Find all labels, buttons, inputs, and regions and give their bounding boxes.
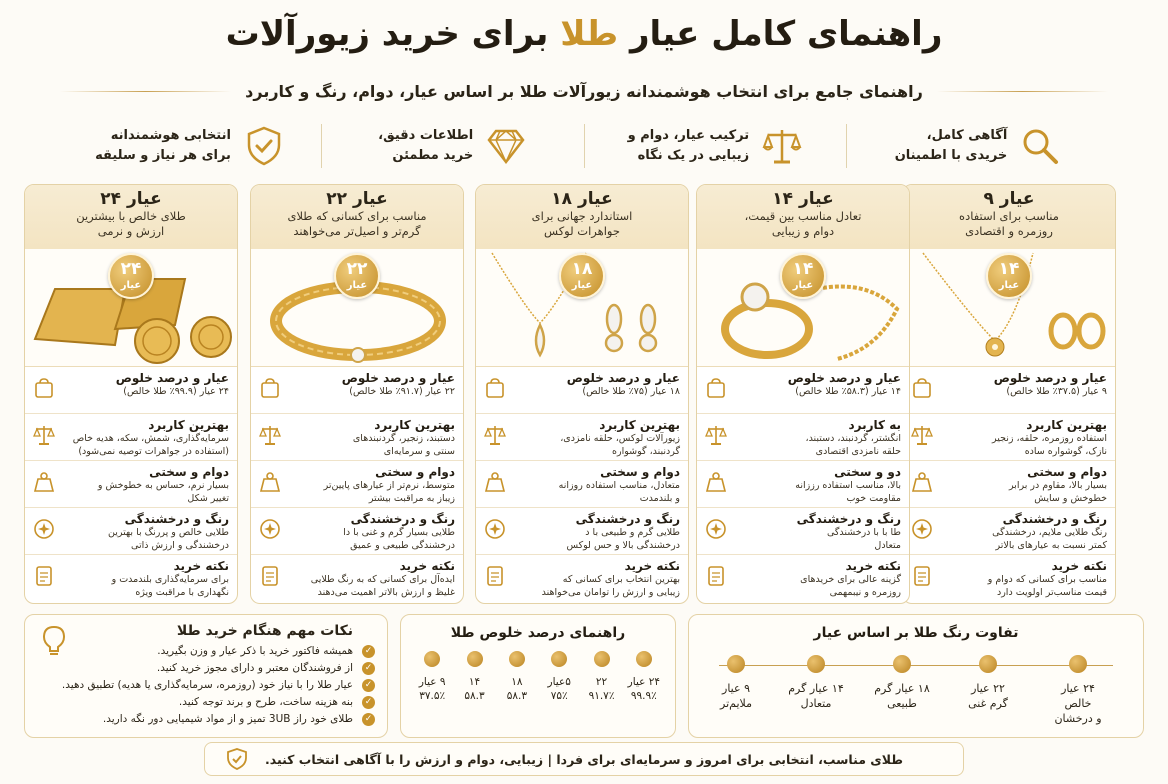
gold-dot — [467, 651, 483, 667]
note-icon — [259, 565, 281, 587]
check-icon: ✓ — [362, 645, 375, 658]
card-property — [25, 508, 237, 555]
property-text: مقاومت خوب — [846, 492, 901, 504]
title-part-1: راهنمای کامل عیار — [629, 14, 943, 54]
note-icon — [484, 565, 506, 587]
shield-check-icon — [243, 125, 285, 167]
bag-icon — [705, 377, 727, 399]
feature-line: ترکیب عیار، دوام و — [627, 128, 750, 143]
check-icon: ✓ — [362, 662, 375, 675]
diamond-icon — [485, 125, 527, 167]
property-text: کمتر نسبت به عیارهای بالاتر — [995, 539, 1107, 551]
gold-dot — [594, 651, 610, 667]
card-property — [25, 555, 237, 602]
property-text: درخشندگی بالا و حس لوکس — [566, 539, 680, 551]
property-text: زیبایی و ارزش را توامان می‌خواهند — [541, 586, 680, 598]
property-title: رنگ و درخشندگی — [796, 512, 901, 526]
property-title: نکته خرید — [173, 559, 229, 573]
property-text: روزمره و نیبمهمی — [829, 586, 901, 598]
property-text: ۹ عیار (۳۷.۵٪ طلا خالص) — [1006, 386, 1107, 397]
feature-line: برای هر نیاز و سلیقه — [95, 148, 231, 163]
bag-icon — [911, 377, 933, 399]
karat-card — [250, 184, 464, 604]
property-text: بسیار نرم، حساس به خطوخش و — [97, 480, 229, 491]
scale-icon — [761, 125, 803, 167]
karat-card — [24, 184, 238, 604]
check-icon: ✓ — [362, 696, 375, 709]
card-title: عیار ۲۴ — [100, 189, 162, 209]
property-text: نازک، گوشواره ساده — [1024, 445, 1107, 457]
card-property — [251, 508, 463, 555]
feature-item — [595, 125, 835, 167]
karat-card — [696, 184, 910, 604]
card-property — [697, 555, 909, 602]
card-property — [251, 414, 463, 461]
card-property — [476, 414, 688, 461]
scale-icon — [911, 424, 933, 446]
card-subtitle: روزمره و اقتصادی — [965, 224, 1053, 238]
property-text: درخشندگی طبیعی و عمیق — [350, 539, 455, 551]
property-text: ایده‌آل برای کسانی که به رنگ طلایی — [310, 574, 455, 585]
card-property — [476, 508, 688, 555]
card-property — [903, 508, 1115, 555]
page-title — [0, 14, 1168, 54]
property-text: مناسب برای کسانی که دوام و — [987, 574, 1107, 585]
card-property — [251, 461, 463, 508]
property-title: دوام و سختی — [600, 465, 680, 479]
sparkle-icon — [705, 518, 727, 540]
purity-item: ۱۴ ۵۸.۳ — [455, 651, 495, 703]
tip-item: ✓ عیار طلا را با نیاز خود (روزمره، سرمایه‌گذاری یا هدیه) تطبیق دهید. — [37, 677, 353, 694]
feature-line: انتخابی هوشمندانه — [110, 128, 231, 143]
property-title: عیار و درصد خلوص — [115, 371, 229, 385]
karat-cards — [24, 184, 1144, 604]
property-title: رنگ و درخشندگی — [350, 512, 455, 526]
bag-icon — [484, 377, 506, 399]
property-text: ۱۸ عیار (۷۵٪ طلا خالص) — [582, 386, 680, 397]
property-title: بهترین کاربرد — [599, 418, 680, 432]
card-title: عیار ۲۲ — [326, 189, 388, 209]
card-image — [476, 249, 688, 367]
note-icon — [911, 565, 933, 587]
property-text: طلایی خالص و پررنگ با بهترین — [108, 527, 229, 538]
property-title: بهترین کاربرد — [1026, 418, 1107, 432]
card-subtitle: مناسب برای استفاده — [959, 209, 1059, 223]
tips-list — [25, 639, 387, 728]
property-text: متعادل، مناسب استفاده روزانه — [558, 480, 680, 491]
property-text: و بلندمدت — [639, 492, 680, 504]
card-subtitle: مناسب برای کسانی که طلای — [287, 209, 427, 223]
card-image — [25, 249, 237, 367]
property-title: عیار و درصد خلوص — [566, 371, 680, 385]
property-text: بهترین انتخاب برای کسانی که — [562, 574, 680, 585]
card-property — [903, 367, 1115, 414]
property-title: نکته خرید — [845, 559, 901, 573]
divider-line — [60, 91, 231, 92]
sparkle-icon — [33, 518, 55, 540]
card-property — [697, 508, 909, 555]
color-scale-item: ۱۴ عیار گرم متعادل — [771, 655, 861, 711]
color-scale-title: تفاوت رنگ طلا بر اساس عیار — [813, 625, 1019, 641]
property-title: عیار و درصد خلوص — [787, 371, 901, 385]
color-scale-item: ۱۸ عیار گرم طبیعی — [857, 655, 947, 711]
weight-icon — [911, 471, 933, 493]
shield-check-icon — [225, 747, 249, 771]
card-property — [476, 461, 688, 508]
gold-dot — [807, 655, 825, 673]
card-property — [697, 367, 909, 414]
bag-icon — [33, 377, 55, 399]
property-text: طلایی گرم و طبیعی با د — [585, 527, 680, 538]
feature-separator — [584, 124, 585, 168]
purity-guide-title: راهنمای درصد خلوص طلا — [450, 625, 626, 641]
sparkle-icon — [911, 518, 933, 540]
tip-item: ✓ بنه هزینه ساخت، طرح و برند توجه کنید. — [37, 694, 353, 711]
property-text: دستبند، زنجیر، گردنبندهای — [352, 433, 455, 444]
tips-box — [24, 614, 388, 738]
footer-banner — [204, 742, 964, 776]
card-property — [697, 414, 909, 461]
feature-item — [333, 125, 573, 167]
title-part-2: برای خرید زیورآلات — [225, 14, 549, 54]
purity-item: ۵عیار ۷۵٪ — [539, 651, 579, 703]
property-title: رنگ و درخشندگی — [575, 512, 680, 526]
scale-icon — [705, 424, 727, 446]
feature-line: خریدی با اطمینان — [894, 148, 1008, 163]
feature-item — [858, 125, 1098, 167]
property-text: خطوخش و سایش — [1034, 492, 1107, 504]
property-text: تغییر شکل — [187, 492, 229, 504]
property-text: استفاده روزمره، حلقه، زنجیر — [991, 433, 1107, 444]
purity-guide-box — [400, 614, 676, 738]
property-title: بهترین کاربرد — [148, 418, 229, 432]
property-text: بالا، مناسب استفاده رززانه — [795, 480, 901, 491]
card-property — [903, 414, 1115, 461]
karat-badge: ۱۸ عیار — [559, 253, 605, 299]
card-subtitle: دوام و زیبایی — [771, 224, 835, 238]
property-title: به کاربرد — [848, 418, 901, 432]
note-icon — [33, 565, 55, 587]
color-scale-item: ۹ عیار ملایم‌تر — [691, 655, 781, 711]
karat-badge: ۱۴ عیار — [780, 253, 826, 299]
title-highlight: طلا — [560, 14, 619, 54]
color-scale-box — [688, 614, 1144, 738]
card-property — [903, 461, 1115, 508]
feature-line: آگاهی کامل، — [926, 128, 1008, 143]
property-text: ۲۲ عیار (۹۱.۷٪ طلا خالص) — [349, 386, 455, 397]
card-property — [251, 367, 463, 414]
feature-line: اطلاعات دقیق، — [378, 128, 474, 143]
tips-title: نکات مهم هنگام خرید طلا — [176, 623, 353, 639]
color-scale-item: ۲۴ عیار خالص و درخشان — [1033, 655, 1123, 726]
property-title: دوام و سختی — [1027, 465, 1107, 479]
card-subtitle: گرم‌تر و اصیل‌تر می‌خواهند — [293, 224, 421, 238]
purity-item: ۲۲ ۹۱.۷٪ — [582, 651, 622, 703]
karat-badge: ۲۲ عیار — [334, 253, 380, 299]
property-text: ۲۴ عیار (۹۹.۹٪ طلا خالص) — [123, 386, 229, 397]
magnifier-icon — [1019, 125, 1061, 167]
property-text: طلایی بسیار گرم و غنی با دا — [343, 527, 455, 538]
check-icon: ✓ — [362, 713, 375, 726]
gold-dot — [509, 651, 525, 667]
gold-dot — [551, 651, 567, 667]
divider-line — [937, 91, 1108, 92]
feature-line: خرید مطمئن — [392, 148, 474, 163]
tip-item: ✓ همیشه فاکتور خرید با ذکر عیار و وزن بگیرید. — [37, 643, 353, 660]
card-subtitle: طلای خالص با بیشترین — [76, 209, 186, 223]
subtitle-row — [60, 76, 1108, 106]
purity-item: ۹ عیار ۳۷.۵٪ — [412, 651, 452, 703]
page-subtitle: راهنمای جامع برای انتخاب هوشمندانه زیورآلات طلا بر اساس عیار، دوام، رنگ و کاربرد — [245, 81, 923, 101]
card-property — [476, 555, 688, 602]
property-text: انگشتر، گردنبند، دستبند، — [805, 433, 901, 444]
property-title: نکته خرید — [624, 559, 680, 573]
scale-icon — [259, 424, 281, 446]
property-text: درخشندگی و ارزش ذاتی — [131, 539, 229, 551]
property-text: (استفاده در جواهرات توصیه نمی‌شود) — [78, 445, 229, 457]
check-icon: ✓ — [362, 679, 375, 692]
weight-icon — [259, 471, 281, 493]
gold-dot — [979, 655, 997, 673]
scale-icon — [33, 424, 55, 446]
card-property — [903, 555, 1115, 602]
property-title: دوام و سختی — [149, 465, 229, 479]
feature-strip — [70, 116, 1098, 176]
gold-dot — [893, 655, 911, 673]
property-text: متعادل — [874, 539, 901, 551]
weight-icon — [33, 471, 55, 493]
feature-line: زیبایی در یک نگاه — [637, 148, 750, 163]
card-property — [476, 367, 688, 414]
card-property — [25, 367, 237, 414]
property-text: سرمایه‌گذاری، شمش، سکه، هدیه خاص — [72, 433, 229, 444]
purity-item: ۲۴ عیار ۹۹.۹٪ — [624, 651, 664, 703]
property-text: گزینه عالی برای خریدهای — [800, 574, 901, 585]
property-text: غلیظ و ارزش بالاتر اهمیت می‌دهند — [317, 586, 455, 598]
sparkle-icon — [484, 518, 506, 540]
karat-card — [475, 184, 689, 604]
feature-item — [70, 125, 310, 167]
property-title: عیار و درصد خلوص — [341, 371, 455, 385]
property-text: سنتی و سرمایه‌ای — [383, 445, 455, 457]
property-text: ۱۴ عیار (۵۸.۳٪ طلا خالص) — [795, 386, 901, 397]
color-scale-item: ۲۲ عیار گرم غنی — [943, 655, 1033, 711]
property-text: رنگ طلایی ملایم، درخشندگی — [992, 527, 1107, 538]
card-property — [25, 461, 237, 508]
tip-item: ✓ از فروشندگان معتبر و دارای مجوز خرید کنید. — [37, 660, 353, 677]
property-text: برای سرمایه‌گذاری بلندمدت و — [111, 574, 229, 585]
gold-dot — [1069, 655, 1087, 673]
weight-icon — [484, 471, 506, 493]
card-subtitle: تعادل مناسب بین قیمت، — [744, 209, 862, 223]
card-property — [251, 555, 463, 602]
property-text: قیمت مناسب‌تر اولویت دارد — [996, 586, 1107, 598]
card-image — [697, 249, 909, 367]
card-title: عیار ۱۴ — [772, 189, 834, 209]
gold-dot — [727, 655, 745, 673]
karat-badge: ۲۴ عیار — [108, 253, 154, 299]
note-icon — [705, 565, 727, 587]
property-text: گردنبند، گوشواره — [612, 445, 680, 457]
property-title: رنگ و درخشندگی — [124, 512, 229, 526]
property-text: حلقه نامزدی اقتصادی — [815, 445, 901, 457]
property-title: نکته خرید — [399, 559, 455, 573]
footer-text: طلای مناسب، انتخابی برای امروز و سرمایه‌ای برای فردا | زیبایی، دوام و ارزش را با آگاهی انتخاب کنید. — [265, 751, 904, 767]
purity-item: ۱۸ ۵۸.۳ — [497, 651, 537, 703]
karat-card — [902, 184, 1116, 604]
card-image — [251, 249, 463, 367]
feature-separator — [321, 124, 322, 168]
property-title: عیار و درصد خلوص — [993, 371, 1107, 385]
card-title: عیار ۱۸ — [551, 189, 613, 209]
bag-icon — [259, 377, 281, 399]
property-text: نگهداری با مراقبت ویژه — [135, 586, 229, 598]
property-title: رنگ و درخشندگی — [1002, 512, 1107, 526]
property-text: زیباز به مراقبت بیشتر — [368, 492, 455, 504]
card-subtitle: ارزش و نرمی — [97, 224, 165, 238]
card-image — [903, 249, 1115, 367]
tip-item: ✓ طلای خود راز 3UB تمیز و از مواد شیمیایی دور نگه دارید. — [37, 711, 353, 728]
card-property — [25, 414, 237, 461]
property-text: طا با با درخشندگی — [826, 527, 901, 538]
scale-icon — [484, 424, 506, 446]
property-title: دو و سختی — [834, 465, 901, 479]
weight-icon — [705, 471, 727, 493]
karat-badge: ۱۴ عیار — [986, 253, 1032, 299]
property-title: نکته خرید — [1051, 559, 1107, 573]
property-title: بهترین کاربرد — [374, 418, 455, 432]
property-text: متوسط، نرم‌تر از عیارهای پایین‌تر — [323, 480, 455, 491]
feature-separator — [846, 124, 847, 168]
property-title: دوام و سختی — [375, 465, 455, 479]
gold-dot — [424, 651, 440, 667]
gold-dot — [636, 651, 652, 667]
property-text: بسیار بالا، مقاوم در برابر — [1008, 480, 1107, 491]
card-property — [697, 461, 909, 508]
sparkle-icon — [259, 518, 281, 540]
property-text: زیورآلات لوکس، حلقه نامزدی، — [560, 433, 680, 444]
card-subtitle: استاندارد جهانی برای — [531, 209, 633, 223]
card-title: عیار ۹ — [983, 189, 1035, 209]
card-subtitle: جواهرات لوکس — [544, 224, 620, 238]
